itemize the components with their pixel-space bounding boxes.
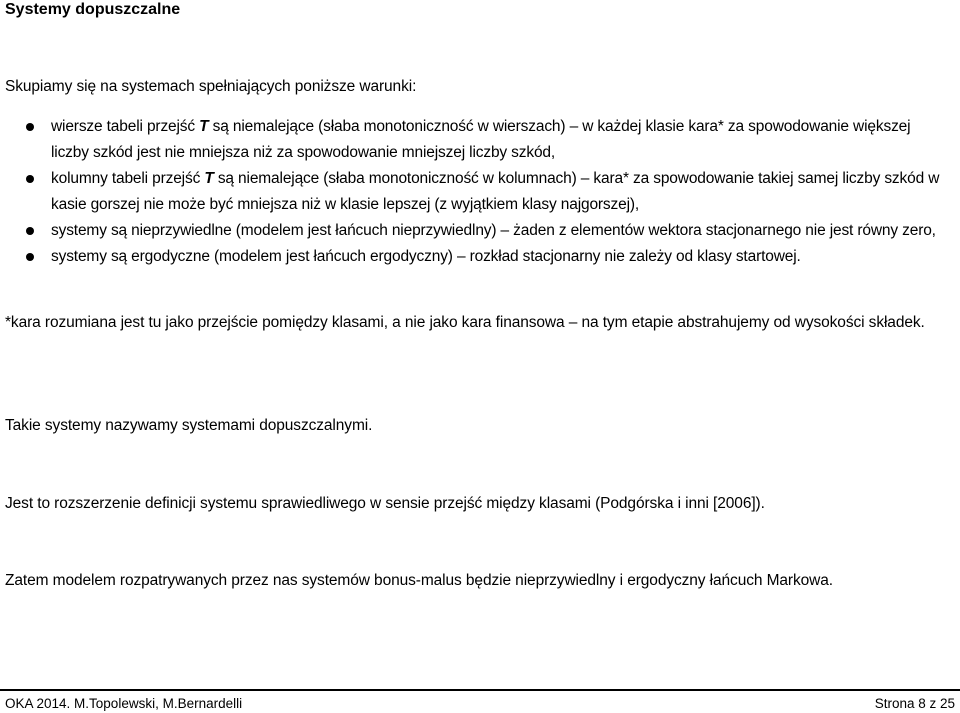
- intro-paragraph: Skupiamy się na systemach spełniających poniższe warunki:: [5, 78, 417, 95]
- bullet-icon: [26, 175, 34, 183]
- list-item: [0, 166, 960, 218]
- bullet-icon: [26, 123, 34, 131]
- footnote-paragraph: *kara rozumiana jest tu jako przejście pomiędzy klasami, a nie jako kara finansowa – na tym etapie abstrahujemy od wysokości składek.: [5, 314, 925, 331]
- conclusion-paragraph: Zatem modelem rozpatrywanych przez nas systemów bonus-malus będzie nieprzywiedlny i ergodyczny łańcuch Markowa.: [5, 572, 833, 589]
- list-item-text: wiersze tabeli przejść: [51, 118, 200, 135]
- matrix-symbol: T: [204, 170, 214, 187]
- footer-authors: OKA 2014. M.Topolewski, M.Bernardelli: [5, 696, 243, 711]
- list-item: [0, 244, 960, 270]
- list-item-text: są niemalejące (słaba monotoniczność w kolumnach) – kara* za spowodowanie takiej samej liczby szkód w kasie gorszej nie może być mniejsza niż w klasie lepszej (z wyjątkiem klasy najgorszej),: [51, 170, 940, 213]
- bullet-icon: [26, 227, 34, 235]
- list-item-text: kolumny tabeli przejść: [51, 170, 205, 187]
- conditions-list: [0, 114, 960, 270]
- page-number: Strona 8 z 25: [874, 696, 955, 711]
- matrix-symbol: T: [199, 118, 209, 135]
- page-title: Systemy dopuszczalne: [5, 1, 181, 18]
- list-item: [0, 218, 960, 244]
- list-item-text: systemy są nieprzywiedlne (modelem jest łańcuch nieprzywiedlny) – żaden z elementów wektora stacjonarnego nie jest równy zero,: [51, 222, 936, 239]
- extension-paragraph: Jest to rozszerzenie definicji systemu sprawiedliwego w sensie przejść między klasami (Podgórska i inni [2006]).: [5, 495, 765, 512]
- definition-paragraph: Takie systemy nazywamy systemami dopuszczalnymi.: [5, 417, 373, 434]
- list-item: [0, 114, 960, 166]
- footer-divider: [0, 689, 960, 691]
- bullet-icon: [26, 253, 34, 261]
- list-item-text: systemy są ergodyczne (modelem jest łańcuch ergodyczny) – rozkład stacjonarny nie zależy od klasy startowej.: [51, 248, 801, 265]
- list-item-text: są niemalejące (słaba monotoniczność w wierszach) – w każdej klasie kara* za spowodowanie większej liczby szkód jest nie mniejsza niż za spowodowanie mniejszej liczby szkód,: [51, 118, 911, 161]
